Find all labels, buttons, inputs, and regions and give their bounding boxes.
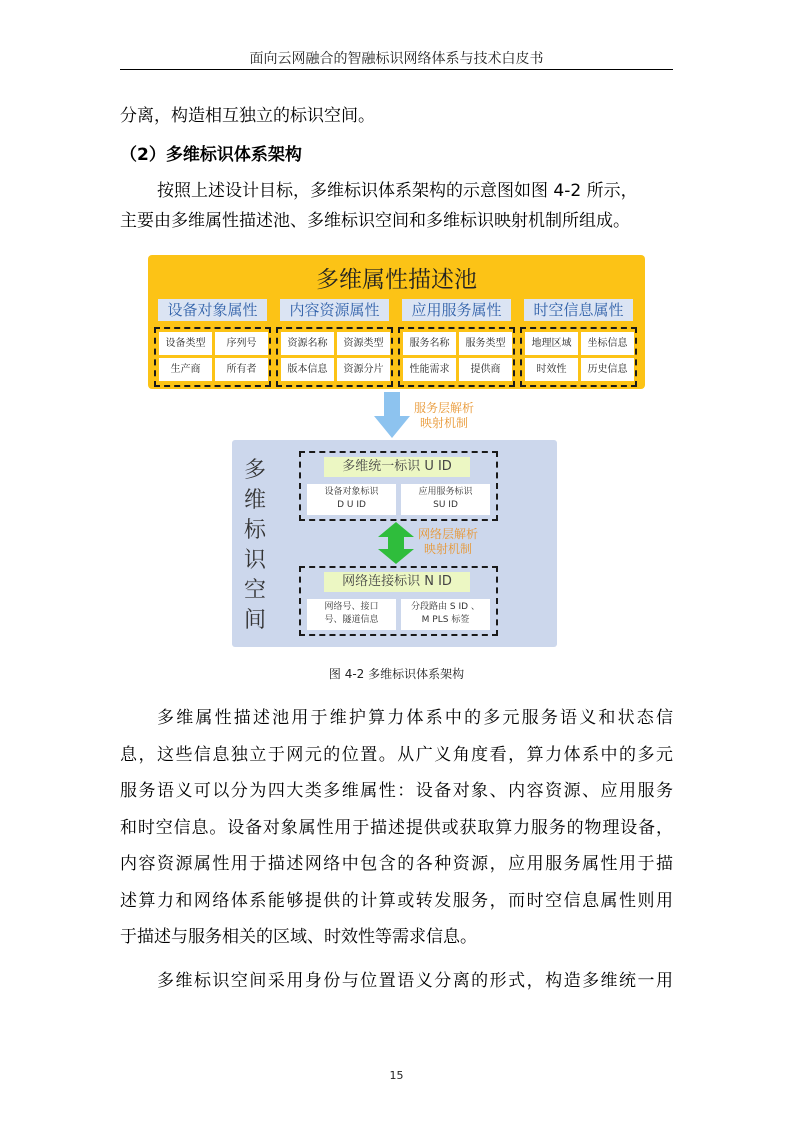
attribute-pool-title: 多维属性描述池 — [316, 267, 477, 293]
architecture-figure — [148, 255, 648, 655]
attribute-group-service — [398, 299, 515, 387]
uid-title: 多维统一标识 U ID — [324, 457, 470, 477]
text-line: 内容资源属性用于描述网络中包含的各种资源，应用服务属性用于描 — [120, 854, 673, 874]
attribute-cell: 服务类型 — [459, 332, 512, 355]
page-number: 15 — [389, 1069, 404, 1082]
cell-line: SU ID — [433, 500, 458, 510]
figure-caption: 图 4-2 多维标识体系架构 — [328, 667, 465, 681]
uid-cell — [307, 484, 396, 515]
text-line: 述算力和网络体系能够提供的计算或转发服务，而时空信息属性则用 — [120, 890, 673, 911]
attribute-group-spacetime — [520, 299, 637, 387]
attribute-cell: 服务名称 — [403, 332, 456, 355]
nid-box — [299, 566, 498, 636]
identifier-space-title — [240, 456, 270, 636]
header-rule — [120, 69, 673, 70]
group-box — [154, 327, 271, 387]
title-char: 维 — [243, 488, 266, 513]
arrow-label-line: 映射机制 — [420, 416, 469, 430]
text-line: 息，这些信息独立于网元的位置。从广义角度看，算力体系中的多元 — [120, 744, 673, 765]
attribute-cell: 所有者 — [215, 358, 268, 381]
network-mapping-label — [418, 527, 478, 557]
identifier-space — [232, 440, 557, 647]
cell-line: 应用服务标识 — [418, 487, 473, 497]
cell-line: M PLS 标签 — [421, 615, 470, 625]
title-char: 多 — [243, 458, 266, 483]
cell-line: 分段路由 S ID 、 — [411, 602, 480, 612]
attribute-cell: 资源名称 — [281, 332, 334, 355]
attribute-cell: 生产商 — [159, 358, 212, 381]
attribute-pool — [148, 255, 645, 389]
text-line: 分离，构造相互独立的标识空间。 — [120, 106, 375, 126]
group-box — [398, 327, 515, 387]
nid-cell — [307, 599, 396, 630]
paragraph-1 — [120, 176, 673, 236]
group-box — [276, 327, 393, 387]
attribute-cell: 序列号 — [215, 332, 268, 355]
attribute-group-content — [276, 299, 393, 387]
attribute-cell: 坐标信息 — [581, 332, 634, 355]
text-line: 主要由多维属性描述池、多维标识空间和多维标识映射机制所组成。 — [120, 211, 630, 231]
service-mapping-arrow-icon — [374, 392, 410, 438]
title-char: 标 — [243, 518, 266, 543]
title-char: 间 — [243, 608, 266, 633]
group-box — [520, 327, 637, 387]
title-char: 识 — [243, 548, 266, 573]
cell-line: 网络号、接口 — [324, 602, 379, 612]
arrow-label-line: 网络层解析 — [418, 527, 479, 541]
attribute-cell: 提供商 — [459, 358, 512, 381]
attribute-cell: 历史信息 — [581, 358, 634, 381]
attribute-cell: 版本信息 — [281, 358, 334, 381]
paragraph-2 — [120, 700, 673, 956]
text-line: 于描述与服务相关的区域、时效性等需求信息。 — [120, 927, 477, 947]
arrow-label-line: 服务层解析 — [414, 401, 475, 415]
group-label: 设备对象属性 — [158, 299, 267, 321]
attribute-cell: 地理区域 — [525, 332, 578, 355]
uid-cell — [401, 484, 490, 515]
group-label: 应用服务属性 — [402, 299, 511, 321]
text-line: 多维标识空间采用身份与位置语义分离的形式，构造多维统一用 — [157, 971, 673, 991]
group-label: 内容资源属性 — [280, 299, 389, 321]
nid-title: 网络连接标识 N ID — [324, 572, 470, 592]
intro-paragraph — [120, 101, 673, 131]
uid-box — [299, 451, 498, 521]
section-heading: （2）多维标识体系架构 — [120, 145, 302, 165]
attribute-cell: 资源类型 — [337, 332, 390, 355]
text-line: 服务语义可以分为四大类多维属性：设备对象、内容资源、应用服务 — [120, 781, 673, 801]
network-mapping-arrow-icon — [378, 522, 414, 564]
cell-line: D U ID — [337, 500, 366, 510]
attribute-cell: 设备类型 — [159, 332, 212, 355]
text-line: 多维属性描述池用于维护算力体系中的多元服务语义和状态信 — [157, 708, 673, 728]
cell-line: 号、隧道信息 — [324, 615, 379, 625]
attribute-cell: 性能需求 — [403, 358, 456, 381]
attribute-group-device — [154, 299, 271, 387]
attribute-cell: 时效性 — [525, 358, 578, 381]
attribute-cell: 资源分片 — [337, 358, 390, 381]
text-line: 和时空信息。设备对象属性用于描述提供或获取算力服务的物理设备， — [120, 817, 673, 838]
paragraph-3 — [120, 963, 673, 1000]
group-label: 时空信息属性 — [524, 299, 633, 321]
text-line: 按照上述设计目标，多维标识体系架构的示意图如图 4-2 所示， — [157, 181, 638, 201]
title-char: 空 — [243, 578, 266, 603]
nid-cell — [401, 599, 490, 630]
arrow-label-line: 映射机制 — [424, 542, 473, 556]
cell-line: 设备对象标识 — [324, 487, 379, 497]
service-mapping-label — [414, 401, 474, 431]
running-header: 面向云网融合的智融标识网络体系与技术白皮书 — [249, 51, 544, 67]
